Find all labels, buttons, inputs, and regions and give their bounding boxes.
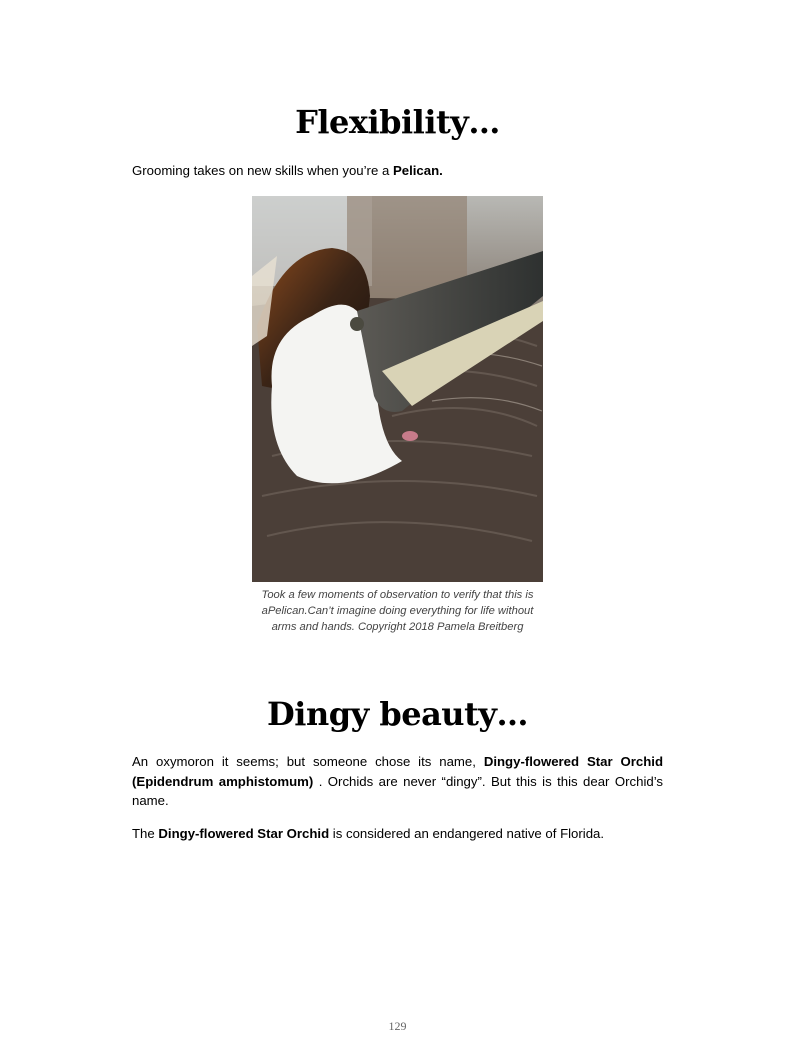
dingy-p2-suffix: is considered an endangered native of Florida. [329, 826, 605, 841]
dingy-p1-bold: Dingy-flowered Star Orchid (Epidendrum amphistomum) [132, 754, 664, 789]
page-number: 129 [388, 1019, 407, 1033]
caption-line-3: arms and hands. Copyright 2018 Pamela Breitberg [271, 621, 524, 633]
dingy-p1-text: An oxymoron it seems; but someone chose its name, [132, 754, 484, 769]
dingy-paragraph-2 [132, 824, 663, 844]
dingy-p2-text: The [132, 826, 159, 841]
caption-line-2: aPelican.Can’t imagine doing everything for life without [261, 605, 534, 617]
dingy-p2-bold: Dingy-flowered Star Orchid [158, 826, 330, 841]
dingy-paragraph-1 [132, 752, 663, 811]
pelican-photo [252, 196, 543, 582]
section-heading-flexibility: Flexibility… [295, 103, 500, 141]
caption-line-1: Took a few moments of observation to verify that this is [261, 589, 534, 601]
intro-bold-pelican: Pelican. [392, 163, 443, 178]
dingy-p1-suffix: . Orchids are never “dingy”. But this is this dear Orchid’s name. [132, 773, 663, 808]
section-heading-dingy-beauty: Dingy beauty… [267, 695, 528, 733]
intro-text: Grooming takes on new skills when you’re a [132, 163, 393, 178]
intro-paragraph [132, 161, 663, 181]
figure-caption [232, 587, 563, 635]
